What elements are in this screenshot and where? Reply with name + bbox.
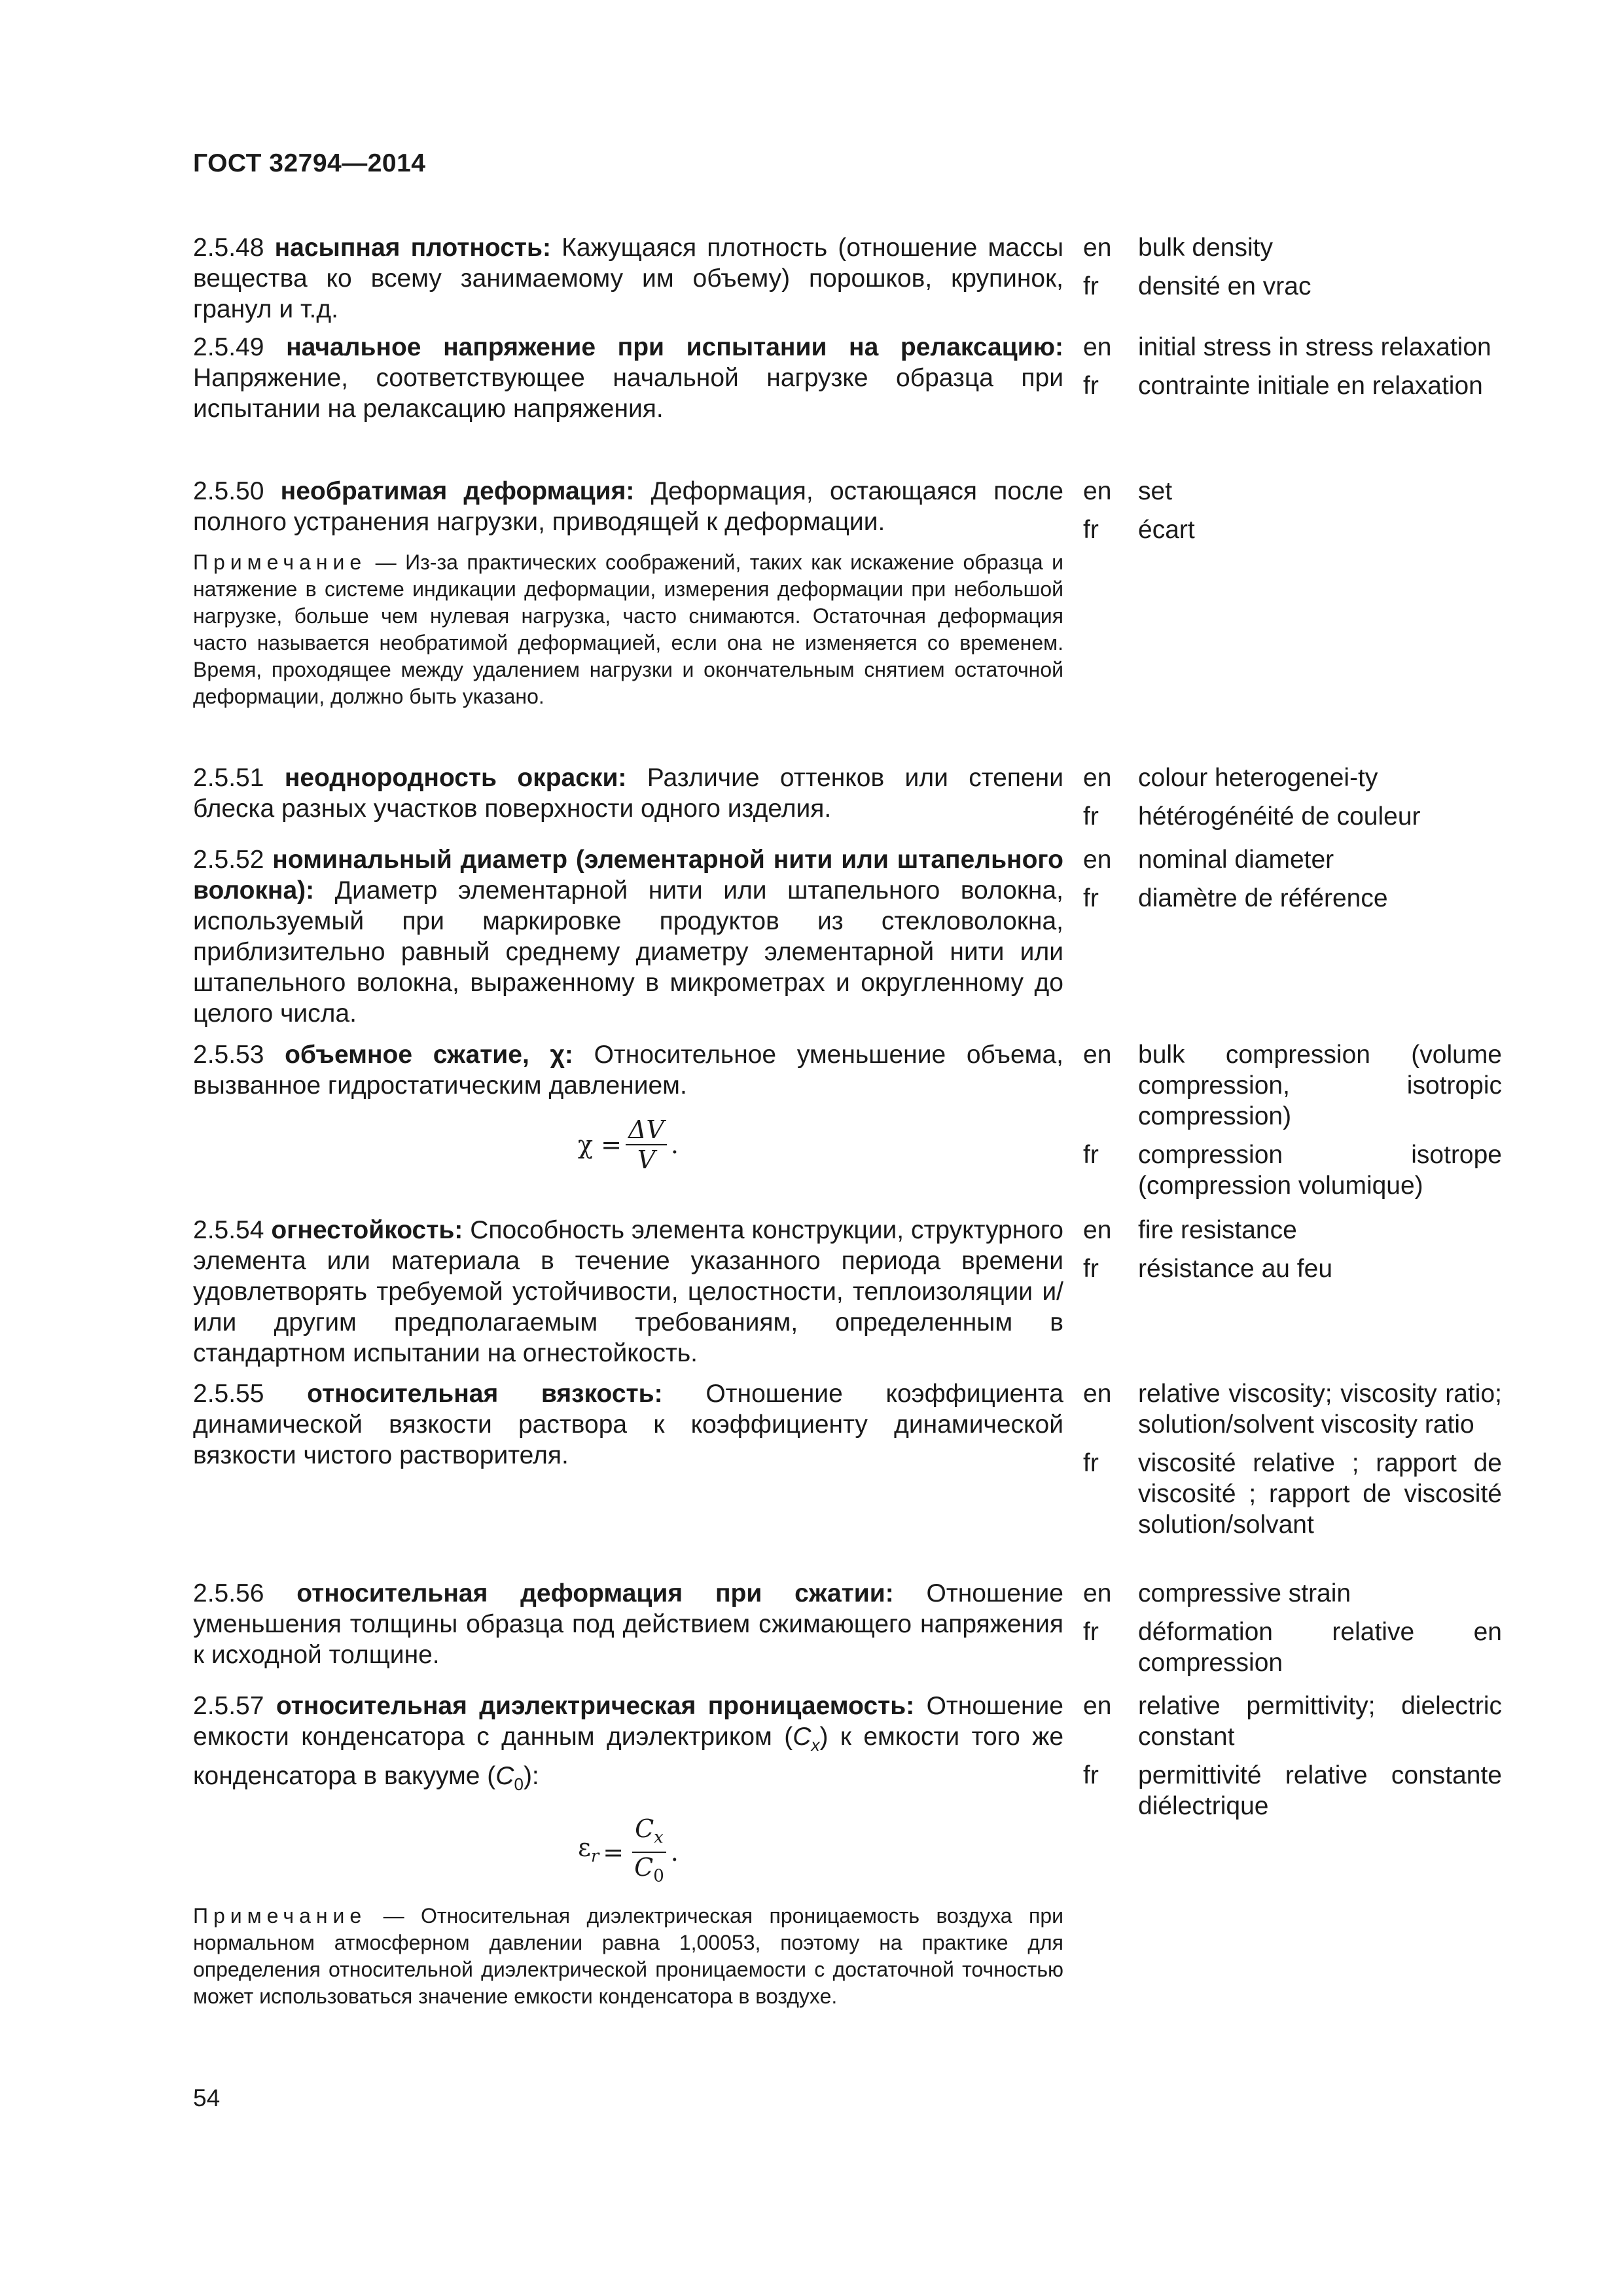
note-label: Примечание [193,1903,367,1928]
entry-number: 2.5.54 [193,1216,264,1244]
note-label: Примечание [193,550,367,574]
term-name: огнестойкость: [271,1216,463,1244]
entry-number: 2.5.52 [193,846,264,874]
term-entry-2-5-48 [193,232,1502,332]
lang-code-en: en [1083,234,1112,262]
term-name: необратимая деформация: [280,477,635,505]
translation-en [1083,1691,1502,1752]
entry-number: 2.5.55 [193,1380,264,1408]
term-name: начальное напряжение при испытании на релаксацию: [286,333,1063,361]
translation-fr [1083,1760,1502,1821]
term-name: относительная диэлектрическая проницаемость: [276,1692,915,1720]
term-entry-2-5-50 [193,476,1502,762]
formula-tail: . [670,1837,679,1867]
translations [1083,1578,1502,1691]
term-definition: Различие оттенков или степени блеска разных участков поверхности одного изделия. [193,764,1063,823]
translation-text: nominal diameter [1138,846,1334,874]
translations [1083,1039,1502,1215]
lang-code-fr: fr [1083,516,1099,544]
formula-relative-permittivity [193,1814,1063,1891]
note [193,549,1063,710]
lang-code-en: en [1083,333,1112,361]
term-definition-part: ) к емкости того же конденсатора в вакууме ( [193,1723,1064,1790]
definition-block [193,1378,1063,1578]
formula-fraction [626,1115,667,1174]
lang-code-en: en [1083,1216,1112,1244]
document-header: ГОСТ 32794—2014 [193,149,426,177]
term-definition: Способность элемента конструкции, структурного элемента или материала в течение указанного периода времени удовлетворять требуемой устойчивости, целостности, теплоизоляции и/или другим предполагаемым требованиям, определенным в стандартном испытании на огнестойкость. [193,1216,1063,1367]
formula-denominator: V [637,1145,656,1174]
definition-block [193,232,1063,332]
definition-block [193,1215,1063,1378]
entry-number: 2.5.56 [193,1579,264,1607]
term-entry-2-5-55 [193,1378,1502,1578]
lang-code-fr: fr [1083,802,1099,831]
formula-lhs: χ = [578,1130,622,1159]
formula-numerator: ΔV [626,1115,667,1145]
lang-code-fr: fr [1083,1761,1099,1789]
term-name: насыпная плотность: [274,234,551,262]
translations [1083,762,1502,844]
lang-code-fr: fr [1083,1141,1099,1169]
definition-block [193,844,1063,1039]
lang-code-en: en [1083,1380,1112,1408]
lang-code-fr: fr [1083,1618,1099,1646]
lang-code-en: en [1083,846,1112,874]
term-definition-part: Отношение емкости конденсатора с данным диэлектриком ( [193,1692,1063,1751]
formula-tail: . [670,1130,679,1159]
translation-text: viscosité relative ; rapport de viscosité ; rapport de viscosité solution/solvant [1138,1449,1502,1539]
translation-text: résistance au feu [1138,1255,1333,1283]
term-name: объемное сжатие, χ: [285,1041,573,1069]
translation-text: compression isotrope (compression volumique) [1138,1141,1502,1200]
translation-en [1083,762,1502,793]
lang-code-en: en [1083,477,1112,505]
note [193,1903,1063,2010]
term-entry-2-5-57 [193,1691,1502,2010]
formula-denominator: $C_0$ [634,1853,664,1886]
definition-block [193,1039,1063,1215]
translation-fr [1083,370,1502,401]
formula-numerator: $C_x$ [632,1814,666,1854]
lang-code-fr: fr [1083,272,1099,300]
translation-en [1083,232,1502,263]
term-definition: Отношение коэффициента динамической вязкости раствора к коэффициенту динамической вязкости чистого растворителя. [193,1380,1063,1469]
translation-text: déformation relative en compression [1138,1618,1502,1677]
entry-number: 2.5.57 [193,1692,264,1720]
entry-number: 2.5.51 [193,764,264,792]
term-entry-2-5-49 [193,332,1502,476]
translation-fr [1083,801,1502,832]
translations [1083,476,1502,762]
definition-block [193,762,1063,844]
definition-block [193,476,1063,762]
term-name: относительная вязкость: [307,1380,663,1408]
term-name: неоднородность окраски: [284,764,627,792]
translations [1083,1378,1502,1578]
translation-text: colour heterogenei-ty [1138,764,1378,792]
entry-number: 2.5.49 [193,333,264,361]
formula-lhs: $\varepsilon_r$ [578,1833,599,1867]
translations [1083,844,1502,1039]
translations [1083,232,1502,332]
translation-text: fire resistance [1138,1216,1297,1244]
translation-text: initial stress in stress relaxation [1138,333,1491,361]
translation-en [1083,332,1502,363]
lang-code-en: en [1083,1692,1112,1720]
translations [1083,1215,1502,1378]
formula-fraction [632,1814,667,1891]
term-entry-2-5-56 [193,1578,1502,1691]
term-definition-part: ): [523,1761,539,1790]
translation-en [1083,1215,1502,1246]
translation-fr [1083,1617,1502,1678]
translation-text: diamètre de référence [1138,884,1388,912]
translation-text: écart [1138,516,1195,544]
lang-code-en: en [1083,1579,1112,1607]
translation-fr [1083,514,1502,545]
term-definition: Напряжение, соответствующее начальной нагрузке образца при испытании на релаксацию напряжения. [193,364,1063,423]
note-text: — Из-за практических соображений, таких как искажение образца и натяжение в системе индикации деформации, измерения деформации при небольшой нагрузке, больше чем нулевая нагрузка, часто снимаются. Остаточная деформация часто называется необратимой деформацией, если она не изменяется со временем. Время, проходящее между удалением нагрузки и окончательным снятием остаточной деформации, должно быть указано. [193,550,1063,708]
translation-fr [1083,1448,1502,1540]
term-definition: Отношение уменьшения толщины образца под действием сжимающего напряжения к исходной толщине. [193,1579,1063,1669]
symbol-cx: $C_x$ [793,1723,820,1755]
definition-block [193,332,1063,476]
lang-code-en: en [1083,764,1112,792]
lang-code-fr: fr [1083,884,1099,912]
term-entry-2-5-53 [193,1039,1502,1215]
term-name: относительная деформация при сжатии: [296,1579,894,1607]
entry-number: 2.5.53 [193,1041,264,1069]
translation-en [1083,1039,1502,1132]
translations [1083,332,1502,476]
lang-code-fr: fr [1083,372,1099,400]
translation-fr [1083,883,1502,914]
term-name: номинальный диаметр (элементарной нити или штапельного волокна): [193,846,1063,905]
translation-text: contrainte initiale en relaxation [1138,372,1483,400]
translation-en [1083,1378,1502,1440]
term-definition: Деформация, остающаяся после полного устранения нагрузки, приводящей к деформации. [193,477,1063,536]
translation-fr [1083,271,1502,302]
term-entry-2-5-52 [193,844,1502,1039]
translation-text: bulk compression (volume compression, isotropic compression) [1138,1041,1502,1130]
symbol-c0: $C_0$ [495,1761,524,1794]
translations [1083,1691,1502,2010]
lang-code-fr: fr [1083,1449,1099,1477]
entry-number: 2.5.50 [193,477,264,505]
term-definition: Диаметр элементарной нити или штапельного волокна, используемый при маркировке продуктов из стекловолокна, приблизительно равный среднему диаметру элементарной нити или штапельного волокна, выраженному в микрометрах и округленному до целого числа. [193,876,1063,1028]
entry-number: 2.5.48 [193,234,264,262]
translation-text: hétérogénéité de couleur [1138,802,1421,831]
translation-en [1083,476,1502,507]
lang-code-fr: fr [1083,1255,1099,1283]
formula-equals: = [603,1837,624,1867]
definition-block [193,1578,1063,1691]
translation-text: densité en vrac [1138,272,1311,300]
translation-text: relative viscosity; viscosity ratio; solution/solvent viscosity ratio [1138,1380,1502,1439]
terms-list [193,232,1502,2010]
translation-en [1083,844,1502,875]
translation-fr [1083,1139,1502,1201]
translation-text: bulk density [1138,234,1273,262]
translation-en [1083,1578,1502,1609]
lang-code-en: en [1083,1041,1112,1069]
term-definition: Относительное уменьшение объема, вызванное гидростатическим давлением. [193,1041,1063,1100]
translation-text: set [1138,477,1173,505]
translation-fr [1083,1253,1502,1284]
definition-block [193,1691,1063,2010]
formula-bulk-compression [193,1115,1063,1174]
term-entry-2-5-54 [193,1215,1502,1378]
translation-text: compressive strain [1138,1579,1351,1607]
translation-text: permittivité relative constante diélectrique [1138,1761,1502,1820]
term-definition: Кажущаяся плотность (отношение массы вещества ко всему занимаемому им объему) порошков, крупинок, гранул и т.д. [193,234,1063,323]
note-text: — Относительная диэлектрическая проницаемость воздуха при нормальном атмосферном давлении равна 1,00053, поэтому на практике для определения относительной диэлектрической проницаемости с достаточной точностью может использоваться значение емкости конденсатора в воздухе. [193,1903,1063,2008]
term-entry-2-5-51 [193,762,1502,844]
translation-text: relative permittivity; dielectric constant [1138,1692,1502,1751]
page-number: 54 [193,2085,221,2111]
